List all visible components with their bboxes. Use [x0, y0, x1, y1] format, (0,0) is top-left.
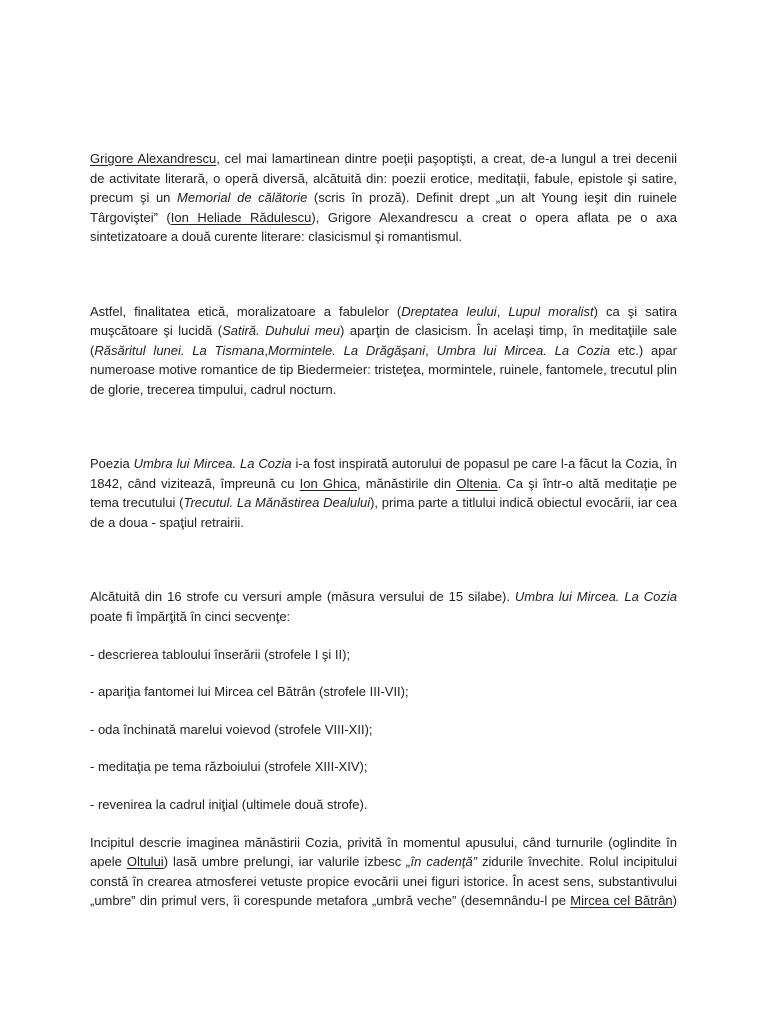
work-title: Memorial de călătorie [177, 190, 308, 205]
list-item: - revenirea la cadrul iniţial (ultimele două strofe). [90, 796, 368, 812]
paragraph-incipit [90, 833, 677, 911]
paragraph-text: Poezia [90, 456, 134, 471]
link-oltenia[interactable]: Oltenia [456, 475, 498, 491]
paragraph-text: poate fi împărţită în cinci secvenţe: [90, 608, 291, 624]
work-title: Umbra lui Mircea. La Cozia [133, 456, 292, 471]
link-grigore-alexandrescu[interactable]: Grigore Alexandrescu [90, 151, 217, 166]
list-item: - oda închinată marelui voievod (strofele VIII-XII); [90, 721, 373, 737]
paragraph-structure-intro [90, 587, 677, 626]
paragraph-text: ) aparţin de clasicism. În acelaşi timp, în meditaţiile sale ( [90, 323, 677, 358]
paragraph-poem-context [90, 454, 677, 532]
quoted-phrase: „în cadenţă” [406, 854, 478, 869]
paragraph-classicism-romanticism [90, 302, 677, 400]
paragraph-text: , mănăstirile din [356, 475, 457, 491]
paragraph-text: ) lasă umbre prelungi, iar valurile izbesc [163, 854, 407, 869]
work-title: Lupul moralist [508, 303, 594, 319]
work-title: Satiră. Duhului meu [222, 323, 341, 338]
document-page [90, 149, 677, 911]
paragraph-text: Astfel, finalitatea etică, moralizatoare a fabulelor ( [90, 303, 402, 319]
list-item: - apariţia fantomei lui Mircea cel Bătrân (strofele III-VII); [90, 684, 409, 699]
work-title: Dreptatea leului [401, 303, 497, 319]
list-item: - meditaţia pe tema războiului (strofele XIII-XIV); [90, 759, 368, 774]
work-title: Mormintele. La Drăgăşani [267, 342, 426, 358]
paragraph-text: ), Grigore Alexandrescu a creat o opera aflata pe o axa sintetizatoare a două curente literare: clasicismul şi romantismul. [90, 209, 677, 244]
paragraph-text: ) ca şi satira muşcătoare şi lucidă ( [90, 303, 677, 338]
paragraph-author-intro [90, 149, 677, 247]
paragraph-text: ) [672, 893, 677, 908]
paragraph-text: , [496, 303, 509, 319]
work-title: Răsăritul lunei. La Tismana [94, 342, 265, 358]
paragraph-text: , cel mai lamartinean dintre poeţii paşoptişti, a creat, de-a lungul a trei decenii de activitate literară, o operă diversă, alcătuită din: poezii erotice, meditaţii, fabule, epistole şi satire, precum şi un [90, 151, 677, 205]
link-oltului[interactable]: Oltului [126, 854, 164, 869]
paragraph-text: , [264, 342, 268, 358]
work-title: Umbra lui Mircea. La Cozia [436, 342, 611, 358]
sequence-list [90, 645, 677, 815]
paragraph-text: Alcătuită din 16 strofe cu versuri ample (măsura versului de 15 silabe). [90, 589, 515, 604]
link-ion-ghica[interactable]: Ion Ghica [299, 475, 357, 491]
work-title: Umbra lui Mircea. La Cozia [514, 589, 677, 604]
paragraph-text: etc.) apar numeroase motive romantice de tip Biedermeier: tristeţea, mormintele, ruinele, fantomele, trecutul plin de glorie, trecerea timpului, cadrul nocturn. [90, 342, 677, 397]
paragraph-text: (scris în proză). Definit drept „un alt Young ieşit din ruinele Târgoviştei” ( [90, 190, 677, 225]
list-item: - descrierea tabloului înserării (strofele I şi II); [90, 646, 351, 662]
link-ion-heliade-radulescu[interactable]: Ion Heliade Rădulescu [170, 209, 312, 225]
work-title: Trecutul. La Mănăstirea Dealului [183, 495, 371, 510]
paragraph-text: . Ca şi într-o altă meditaţie pe tema trecutului ( [90, 475, 677, 510]
paragraph-text: ), prima parte a titlului indică obiectul evocării, iar cea de a doua - spaţiul retrairii. [90, 495, 677, 530]
paragraph-text: , [425, 342, 437, 358]
paragraph-text: i-a fost inspirată autorului de popasul pe care l-a făcut la Cozia, în 1842, când vizitează, împreună cu [90, 456, 677, 491]
paragraph-text: zidurile învechite. Rolul incipitului constă în crearea atmosferei vetuste propice evocării unei figuri istorice. În acest sens, substantivului „umbre” din primul vers, îi corespunde metafora „umbră veche” (desemnându-l pe [90, 854, 678, 908]
paragraph-text: Incipitul descrie imaginea mănăstirii Cozia, privită în momentul apusului, când turnurile (oglindite în apele [90, 834, 677, 869]
link-mircea-cel-batran[interactable]: Mircea cel Bătrân [570, 893, 673, 908]
